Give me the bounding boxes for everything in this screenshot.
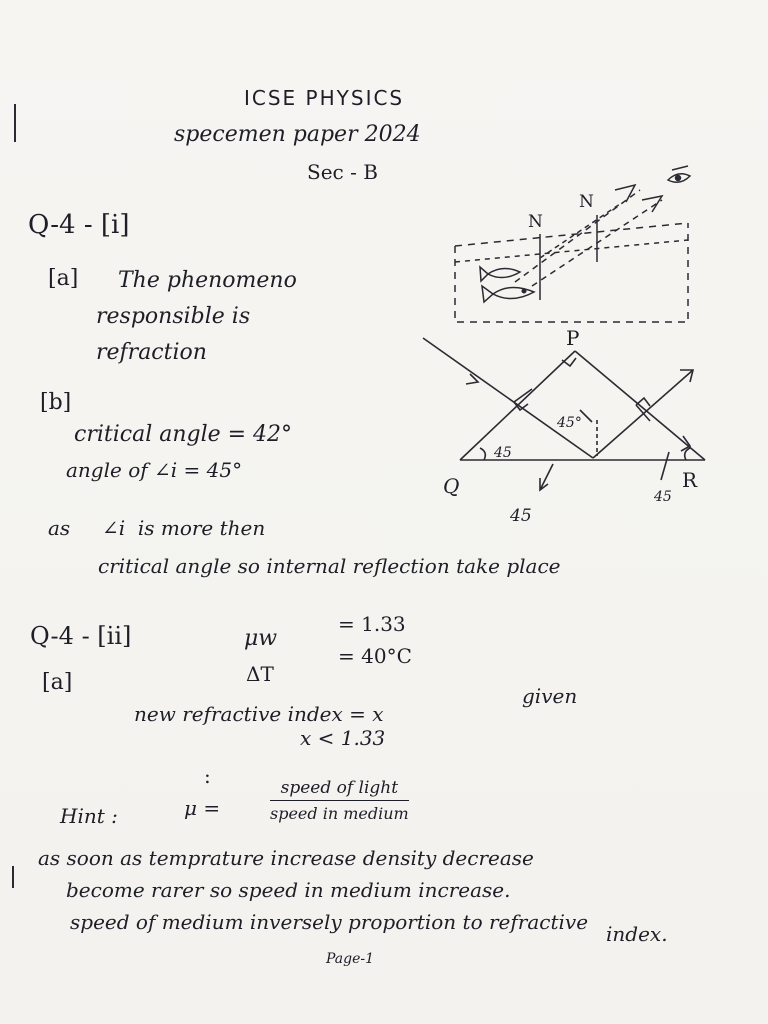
critical-angle-line: critical angle = 42°: [74, 422, 293, 447]
conclusion-line-1: as ∠i is more then: [48, 516, 266, 540]
mu-w-symbol: μw: [244, 626, 278, 651]
new-refractive-index-line: new refractive index = x: [134, 702, 384, 726]
normal-label-1: N: [528, 212, 543, 232]
part-a-marker: [a]: [48, 266, 79, 291]
hint-denominator: speed in medium: [270, 804, 409, 823]
prism-angle-bottom: 45: [510, 506, 532, 526]
page-number: Page-1: [326, 951, 375, 967]
prism-angle-right: 45: [654, 489, 672, 505]
section-label: Sec - B: [307, 160, 378, 184]
conclusion-line-2: critical angle so internal reflection take place: [98, 554, 561, 578]
question-4i-label: Q-4 - [i]: [28, 210, 130, 240]
hint-label: Hint :: [60, 804, 118, 828]
page-title: ICSE PHYSICS: [244, 86, 405, 110]
explanation-line-1: as soon as temprature increase density decrease: [38, 846, 534, 870]
page-subtitle: specemen paper 2024: [174, 122, 421, 147]
delta-t-symbol: ΔT: [246, 662, 274, 686]
given-label: given: [522, 684, 578, 708]
mu-w-value: = 1.33: [338, 612, 406, 636]
hint-mu: μ =: [184, 796, 221, 820]
part-ii-a-marker: [a]: [42, 670, 73, 695]
question-4ii-label: Q-4 - [ii]: [30, 622, 132, 650]
explanation-line-3: speed of medium inversely proportion to refractive: [70, 910, 589, 934]
dot-mark: :: [204, 764, 211, 788]
delta-t-value: = 40°C: [338, 644, 412, 668]
hint-fraction: [270, 778, 409, 823]
explanation-line-2: become rarer so speed in medium increase.: [66, 878, 511, 902]
part-b-marker: [b]: [40, 390, 72, 415]
prism-vertex-r: R: [682, 468, 698, 492]
part-a-line-3: refraction: [96, 340, 207, 365]
inequality-line: x < 1.33: [300, 726, 386, 750]
prism-vertex-p: P: [566, 326, 580, 350]
part-a-line-1: The phenomeno: [118, 268, 297, 293]
normal-label-2: N: [579, 192, 594, 212]
prism-angle-left: 45: [494, 445, 512, 461]
angle-i-line: angle of ∠i = 45°: [66, 458, 243, 482]
part-a-line-2: responsible is: [96, 304, 251, 329]
hint-numerator: speed of light: [270, 778, 409, 801]
explanation-line-4: index.: [606, 922, 668, 946]
prism-angle-inner: 45°: [557, 415, 582, 431]
prism-vertex-q: Q: [443, 474, 460, 498]
